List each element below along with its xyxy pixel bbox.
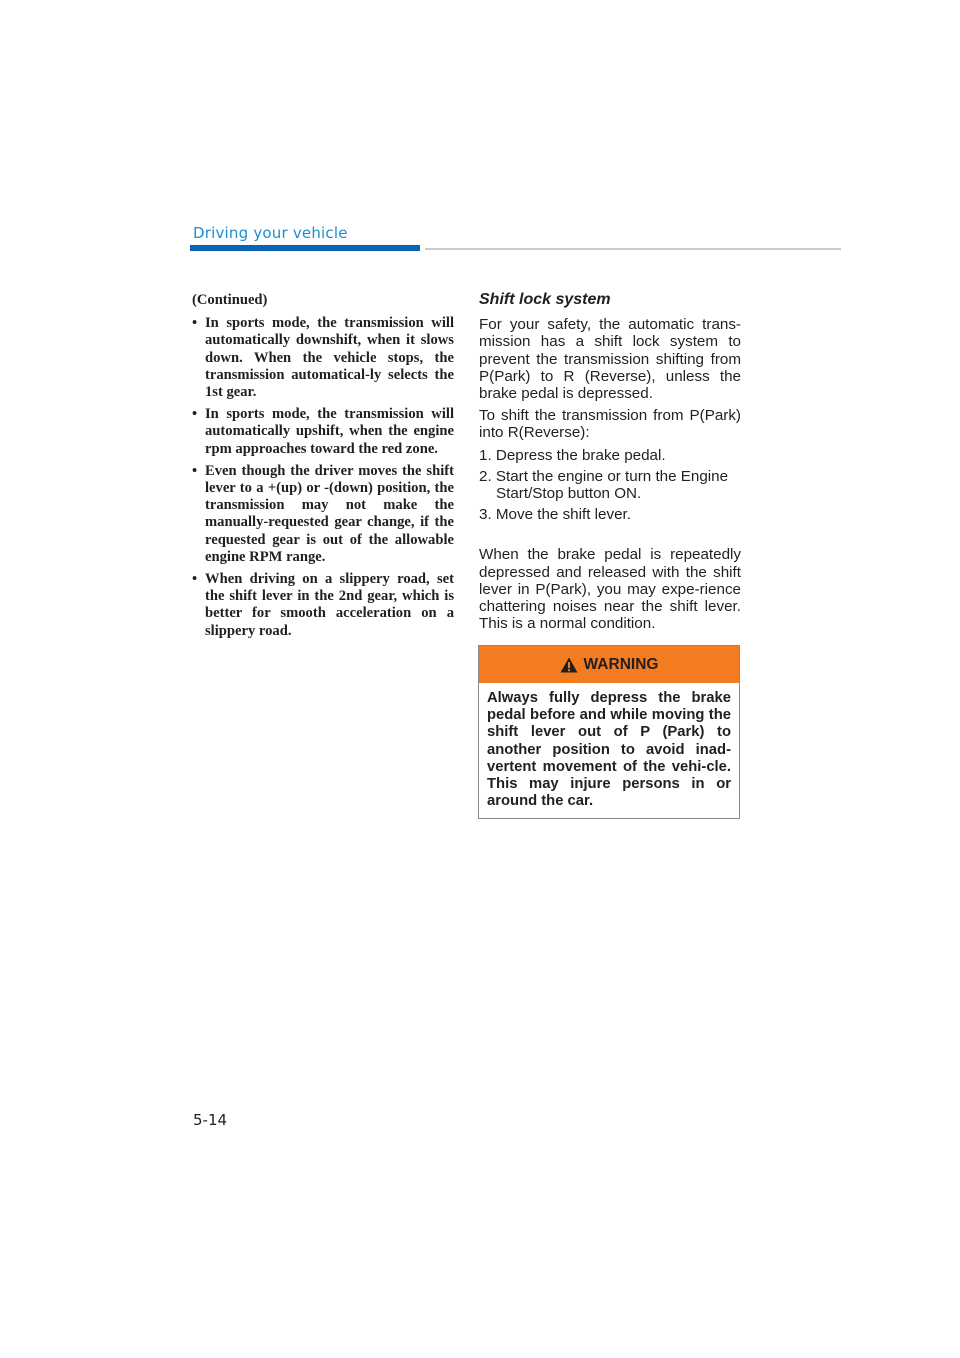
warning-text: Always fully depress the brake pedal before and while moving the shift lever out of P (Park) to another position to avoid inad-vertent movement of the vehi-cle. This may injure persons in or around the car. <box>487 690 731 810</box>
continued-label: (Continued) <box>192 292 268 308</box>
shift-lock-heading: Shift lock system <box>479 291 611 308</box>
warning-header <box>479 646 739 683</box>
warning-box <box>478 645 740 819</box>
bullet-icon: • <box>192 571 198 588</box>
step-item: 2. Start the engine or turn the Engine Start/Stop button ON. <box>479 467 729 503</box>
note-paragraph: When the brake pedal is repeatedly depressed and released with the shift lever in P(Park), you may expe-rience chattering noises near the shift lever. This is a normal condition. <box>479 546 741 633</box>
step-item: 3. Move the shift lever. <box>479 506 631 524</box>
intro-paragraph: For your safety, the automatic trans-mission has a shift lock system to prevent the transmission shifting from P(Park) to R (Reverse), unless the brake pedal is depressed. <box>479 316 741 403</box>
bullet-icon: • <box>192 406 198 423</box>
list-item <box>192 571 454 640</box>
instruction-paragraph: To shift the transmission from P(Park) into R(Reverse): <box>479 407 741 442</box>
bullet-icon: • <box>192 462 198 479</box>
right-column <box>479 291 741 637</box>
bullet-text: When driving on a slippery road, set the shift lever in the 2nd gear, which is better for smooth acceleration on a slippery road. <box>205 571 454 639</box>
step-list <box>479 447 741 524</box>
section-title: Driving your vehicle <box>193 224 348 242</box>
header-accent-bar <box>190 245 420 251</box>
list-item <box>192 315 454 401</box>
header-divider-line <box>425 248 841 250</box>
list-item <box>192 463 454 566</box>
page-number: 5-14 <box>193 1111 228 1129</box>
left-column <box>192 292 454 645</box>
list-item <box>192 406 454 458</box>
step-item: 1. Depress the brake pedal. <box>479 446 666 464</box>
bullet-text: In sports mode, the transmission will automatically downshift, when it slows down. When the vehicle stops, the transmission automatical-ly selects the 1st gear. <box>205 315 454 401</box>
bullet-list <box>192 315 454 640</box>
bullet-icon: • <box>192 315 198 332</box>
warning-label: WARNING <box>583 655 659 673</box>
bullet-text: In sports mode, the transmission will automatically upshift, when the engine rpm approaches toward the red zone. <box>205 406 454 457</box>
bullet-text: Even though the driver moves the shift lever to a +(up) or -(down) position, the transmission may not make the manually-requested gear change, if the requested gear is out of the allowable engine RPM range. <box>205 462 454 565</box>
warning-triangle-icon <box>560 657 578 673</box>
spacer <box>479 528 741 546</box>
